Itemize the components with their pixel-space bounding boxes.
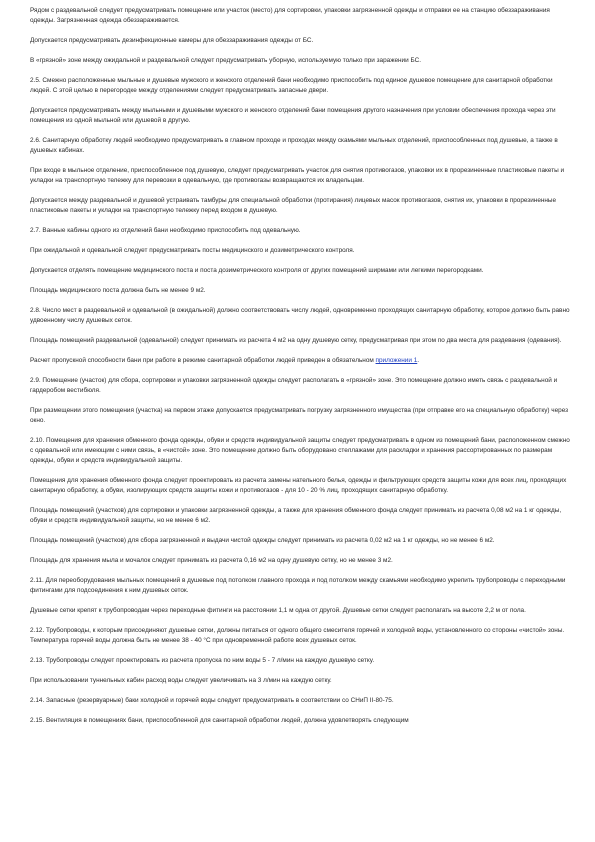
paragraph	[30, 506, 570, 526]
paragraph	[30, 56, 570, 66]
paragraph-text: Помещения для хранения обменного фонда следует проектировать из расчета замены нательного белья, одежды и фильтрующих средств защиты кожи для всех лиц, проходящих санитарную обработку, а обуви, изолирующих средств защиты кожи и противогазов - для 10 - 20 % лиц, проходящих санитарную обработку.	[30, 477, 567, 494]
paragraph-text: При использовании туннельных кабин расход воды следует увеличивать на 3 л/мин на каждую сетку.	[30, 677, 332, 684]
paragraph-text: Рядом с раздевальной следует предусматривать помещение или участок (место) для сортировки, упаковки загрязненной одежды и отправки ее на станцию обеззараживания одежды. Загрязненная одежда обеззараживается.	[30, 7, 550, 24]
paragraph-text: При входе в мыльное отделение, приспособленное под душевую, следует предусматривать участок для снятия противогазов, упаковки их в прорезиненные пластиковые пакеты и укладки на транспортную тележку для перевозки в одевальную, где противогазы возвращаются их владельцам.	[30, 167, 565, 184]
paragraph	[30, 556, 570, 566]
paragraph	[30, 356, 570, 366]
paragraph-text: Допускается между раздевальной и душевой устраивать тамбуры для специальной обработки (протирания) лицевых масок противогазов, снятия их, упаковки в прорезиненные пластиковые пакеты и укладки на транспортную тележку перед входом в душевую.	[30, 197, 557, 214]
paragraph	[30, 166, 570, 186]
paragraph-text: 2.9. Помещение (участок) для сбора, сортировки и упаковки загрязненной одежды следует располагать в «грязной» зоне. Это помещение должно иметь связь с раздевальной и гардеробом вестибюля.	[30, 377, 558, 394]
paragraph-text: Душевые сетки крепят к трубопроводам через переходные фитинги на расстоянии 1,1 м одна от другой. Душевые сетки следует располагать на высоте 2,2 м от пола.	[30, 607, 526, 614]
paragraph-text: 2.14. Запасные (резервуарные) баки холодной и горячей воды следует предусматривать в соответствии со СНиП II-80-75.	[30, 697, 394, 704]
paragraph	[30, 36, 570, 46]
paragraph-text: 2.13. Трубопроводы следует проектировать из расчета пропуска по ним воды 5 - 7 л/мин на каждую душевую сетку.	[30, 657, 375, 664]
paragraph	[30, 196, 570, 216]
paragraph	[30, 376, 570, 396]
paragraph	[30, 336, 570, 346]
paragraph-text: 2.15. Вентиляция в помещениях бани, приспособленной для санитарной обработки людей, должна удовлетворять следующим	[30, 717, 409, 724]
paragraph-text: 2.8. Число мест в раздевальной и одевальной (в ожидальной) должно соответствовать числу людей, одновременно проходящих санитарную обработку, которое должно быть равно удвоенному числу душевых сеток.	[30, 307, 570, 324]
paragraph	[30, 576, 570, 596]
paragraph-text: Допускается отделять помещение медицинского поста и поста дозиметрического контроля от других помещений ширмами или легкими перегородками.	[30, 267, 484, 274]
paragraph-text: Расчет пропускной способности бани при работе в режиме санитарной обработки людей приведен в обязательном	[30, 357, 376, 364]
paragraph	[30, 6, 570, 26]
paragraph-text: Площадь для хранения мыла и мочалок следует принимать из расчета 0,16 м2 на одну душевую сетку, но не менее 3 м2.	[30, 557, 393, 564]
paragraph-text: Площадь помещений (участков) для сортировки и упаковки загрязненной одежды, а также для хранения обменного фонда следует принимать из расчета 0,08 м2 на 1 кг одежды, обуви и средств индивидуальной защиты, но не менее 6 м2.	[30, 507, 562, 524]
appendix-link[interactable]: приложении 1	[375, 357, 418, 364]
paragraph-text-tail: .	[417, 357, 420, 364]
paragraph	[30, 246, 570, 256]
paragraph-text: 2.12. Трубопроводы, к которым присоединяют душевые сетки, должны питаться от одного общего смесителя горячей и холодной воды, установленного со стороны «чистой» зоны. Температура горячей воды должна быть не менее 38 - 40 °С при одновременной работе всех душевых сеток.	[30, 627, 565, 644]
paragraph-text: 2.11. Для переоборудования мыльных помещений в душевые под потолком главного прохода и под потолком между скамьями необходимо укрепить трубопроводы с переходными фитингами для подсоединения к ним душевых сеток.	[30, 577, 566, 594]
paragraph	[30, 536, 570, 546]
paragraph-text: Допускается предусматривать между мыльными и душевыми мужского и женского отделений бани помещения другого назначения при условии обеспечения прохода через эти помещения из одной мыльной или душевой в другую.	[30, 107, 556, 124]
paragraph	[30, 436, 570, 466]
paragraph	[30, 606, 570, 616]
paragraph	[30, 476, 570, 496]
paragraph	[30, 106, 570, 126]
paragraph	[30, 696, 570, 706]
paragraph	[30, 406, 570, 426]
paragraph-text: Площадь медицинского поста должна быть не менее 9 м2.	[30, 287, 206, 294]
paragraph-text: 2.7. Ванные кабины одного из отделений бани необходимо приспособить под одевальную.	[30, 227, 301, 234]
paragraph	[30, 306, 570, 326]
paragraph-text: Площадь помещений раздевальной (одевальной) следует принимать из расчета 4 м2 на одну душевую сетку, предусматривая при этом по два места для раздевания (одевания).	[30, 337, 562, 344]
paragraph	[30, 716, 570, 726]
paragraph	[30, 626, 570, 646]
paragraph-text: При ожидальной и одевальной следует предусматривать посты медицинского и дозиметрического контроля.	[30, 247, 355, 254]
paragraph	[30, 656, 570, 666]
paragraph	[30, 676, 570, 686]
paragraph	[30, 226, 570, 236]
document-page	[30, 6, 570, 736]
paragraph	[30, 76, 570, 96]
paragraph-text: 2.6. Санитарную обработку людей необходимо предусматривать в главном проходе и проходах между скамьями мыльных отделений, приспособленных под душевые, а также в душевых кабинах.	[30, 137, 558, 154]
paragraph	[30, 286, 570, 296]
paragraph	[30, 136, 570, 156]
paragraph-text: 2.10. Помещения для хранения обменного фонда одежды, обуви и средств индивидуальной защиты следует предусматривать в одном из помещений бани, расположенном смежно с одевальной или имеющим с ними связь, в «чистой» зоне. Это помещение должно быть оборудовано стеллажами для раскладки и хранения рассортированных по размерам одежды, обуви и средств индивидуальной защиты.	[30, 437, 570, 464]
paragraph-text: Допускается предусматривать дезинфекционные камеры для обеззараживания одежды от БС.	[30, 37, 314, 44]
paragraph-text: 2.5. Смежно расположенные мыльные и душевые мужского и женского отделений бани необходимо приспособить под единое душевое помещение для санитарной обработки людей. С этой целью в перегородке между отделениями следует предусматривать запасные двери.	[30, 77, 553, 94]
paragraph-text: В «грязной» зоне между ожидальной и раздевальной следует предусматривать уборную, используемую только при заражении БС.	[30, 57, 421, 64]
paragraph-text: Площадь помещений (участков) для сбора загрязненной и выдачи чистой одежды следует принимать из расчета 0,02 м2 на 1 кг одежды, но не менее 6 м2.	[30, 537, 495, 544]
paragraph	[30, 266, 570, 276]
paragraph-text: При размещении этого помещения (участка) на первом этаже допускается предусматривать погрузку загрязненного имущества (при отправке его на специальную обработку) через окно.	[30, 407, 569, 424]
